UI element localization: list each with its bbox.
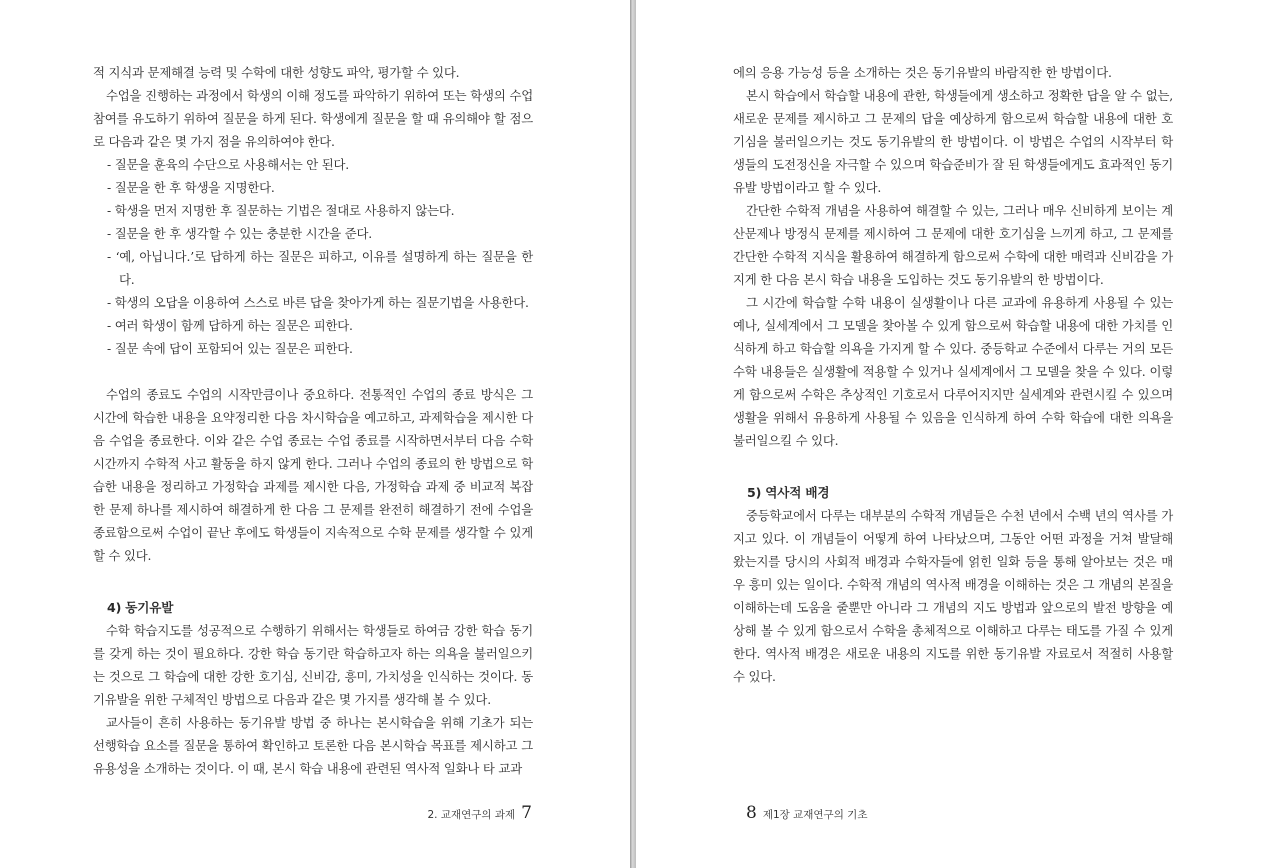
right-page [636,0,1267,868]
paragraph: 중등학교에서 다루는 대부분의 수학적 개념들은 수천 년에서 수백 년의 역사를 가지고 있다. 이 개념들이 어떻게 하여 나타났으며, 그동안 어떤 과정을 거쳐 발달해 왔는지를 당시의 사회적 배경과 수학자들에 얽힌 일화 등을 통해 알아보는 것은 매우 흥미 있는 일이다. 수학적 개념의 역사적 배경을 이해하는 것은 그 개념의 본질을 이해하는데 도움을 줄뿐만 아니라 그 개념의 지도 방법과 앞으로의 발전 방향을 예상해 볼 수 있게 함으로서 수학을 총체적으로 이해하고 다루는 태도를 가질 수 있게 한다. 역사적 배경은 새로운 내용의 지도를 위한 동기유발 자료로서 적절히 사용할 수 있다. [733,508,1173,684]
page-number: 7 [521,803,532,823]
question-guidelines-list [93,153,533,360]
list-item: - 학생을 먼저 지명한 후 질문하는 기법은 절대로 사용하지 않는다. [93,199,533,222]
running-footer-label: 제1장 교재연구의 기초 [762,809,868,821]
list-item: - 여러 학생이 함께 답하게 하는 질문은 피한다. [93,314,533,337]
list-item: - 학생의 오답을 이용하여 스스로 바른 답을 찾아가게 하는 질문기법을 사용한다. [93,291,533,314]
running-footer-label: 2. 교재연구의 과제 [427,809,516,821]
paragraph: 교사들이 흔히 사용하는 동기유발 방법 중 하나는 본시학습을 위해 기초가 되는 선행학습 요소를 질문을 통하여 확인하고 토론한 다음 본시학습 목표를 제시하고 그 유용성을 소개하는 것이다. 이 때, 본시 학습 내용에 관련된 역사적 일화나 타 교과 [93,715,533,776]
page-footer [746,803,867,823]
section-heading: 5) 역사적 배경 [747,485,830,500]
list-item: - 질문을 훈육의 수단으로 사용해서는 안 된다. [93,153,533,176]
paragraph: 에의 응용 가능성 등을 소개하는 것은 동기유발의 바람직한 한 방법이다. [733,65,1112,80]
list-item: - ‘예, 아닙니다.’로 답하게 하는 질문은 피하고, 이유를 설명하게 하는 질문을 한다. [93,245,533,291]
left-page-body [93,61,533,780]
page-number: 8 [746,803,757,823]
paragraph: 본시 학습에서 학습할 내용에 관한, 학생들에게 생소하고 정확한 답을 알 수 없는, 새로운 문제를 제시하고 그 문제의 답을 예상하게 함으로써 학습할 내용에 대한 호기심을 불러일으키는 것도 동기유발의 한 방법이다. 이 방법은 수업의 시작부터 학생들의 도전정신을 자극할 수 있으며 학습준비가 잘 된 학생들에게도 효과적인 동기유발 방법이라고 할 수 있다. [733,88,1173,195]
paragraph: 그 시간에 학습할 수학 내용이 실생활이나 다른 교과에 유용하게 사용될 수 있는 예나, 실세계에서 그 모델을 찾아볼 수 있게 함으로써 학습할 내용에 대한 가치를 인식하게 하고 학습할 의욕을 가지게 할 수 있다. 중등학교 수준에서 다루는 거의 모든 수학 내용들은 실생활에 적용할 수 있거나 실세계에서 그 모델을 찾을 수 있다. 이렇게 함으로써 수학은 추상적인 기호로서 다루어지지만 실세계와 관련시킬 수 있으며 생활을 위해서 유용하게 사용될 수 있음을 인식하게 하여 수학 학습에 대한 의욕을 불러일으킬 수 있다. [733,295,1173,448]
page-footer [427,803,532,823]
paragraph: 간단한 수학적 개념을 사용하여 해결할 수 있는, 그러나 매우 신비하게 보이는 계산문제나 방정식 문제를 제시하여 그 문제에 대한 호기심을 느끼게 하고, 그 문제를 간단한 수학적 지식을 활용하여 해결하게 함으로써 수학에 대한 매력과 신비감을 가지게 한 다음 본시 학습 내용을 도입하는 것도 동기유발의 한 방법이다. [733,203,1173,287]
paragraph: 수업의 종료도 수업의 시작만큼이나 중요하다. 전통적인 수업의 종료 방식은 그 시간에 학습한 내용을 요약정리한 다음 차시학습을 예고하고, 과제학습을 제시한 다음 수업을 종료한다. 이와 같은 수업 종료는 수업 종료를 시작하면서부터 다음 수학 시간까지 수학적 사고 활동을 하지 않게 한다. 그러나 수업의 종료의 한 방법으로 학습한 내용을 정리하고 가정학습 과제를 제시한 다음, 가정학습 과제 중 비교적 복잡한 문제 하나를 제시하여 해결하게 한 다음 그 문제를 완전히 해결하기 전에 수업을 종료함으로써 수업이 끝난 후에도 학생들이 지속적으로 수학 문제를 생각할 수 있게 할 수 있다. [93,387,533,563]
paragraph: 수학 학습지도를 성공적으로 수행하기 위해서는 학생들로 하여금 강한 학습 동기를 갖게 하는 것이 필요하다. 강한 학습 동기란 학습하고자 하는 의욕을 불러일으키는 것으로 그 학습에 대한 강한 호기심, 신비감, 흥미, 가치성을 인식하는 것이다. 동기유발을 위한 구체적인 방법으로 다음과 같은 몇 가지를 생각해 볼 수 있다. [93,623,533,707]
list-item: - 질문을 한 후 생각할 수 있는 충분한 시간을 준다. [93,222,533,245]
paragraph: 적 지식과 문제해결 능력 및 수학에 대한 성향도 파악, 평가할 수 있다. [93,65,460,80]
section-heading: 4) 동기유발 [107,600,174,615]
paragraph: 수업을 진행하는 과정에서 학생의 이해 정도를 파악하기 위하여 또는 학생의 수업 참여를 유도하기 위하여 질문을 하게 된다. 학생에게 질문을 할 때 유의해야 할 점으로 다음과 같은 몇 가지 점을 유의하여야 한다. [93,88,533,149]
left-page [0,0,630,868]
right-page-body [733,61,1173,688]
list-item: - 질문을 한 후 학생을 지명한다. [93,176,533,199]
list-item: - 질문 속에 답이 포함되어 있는 질문은 피한다. [93,337,533,360]
